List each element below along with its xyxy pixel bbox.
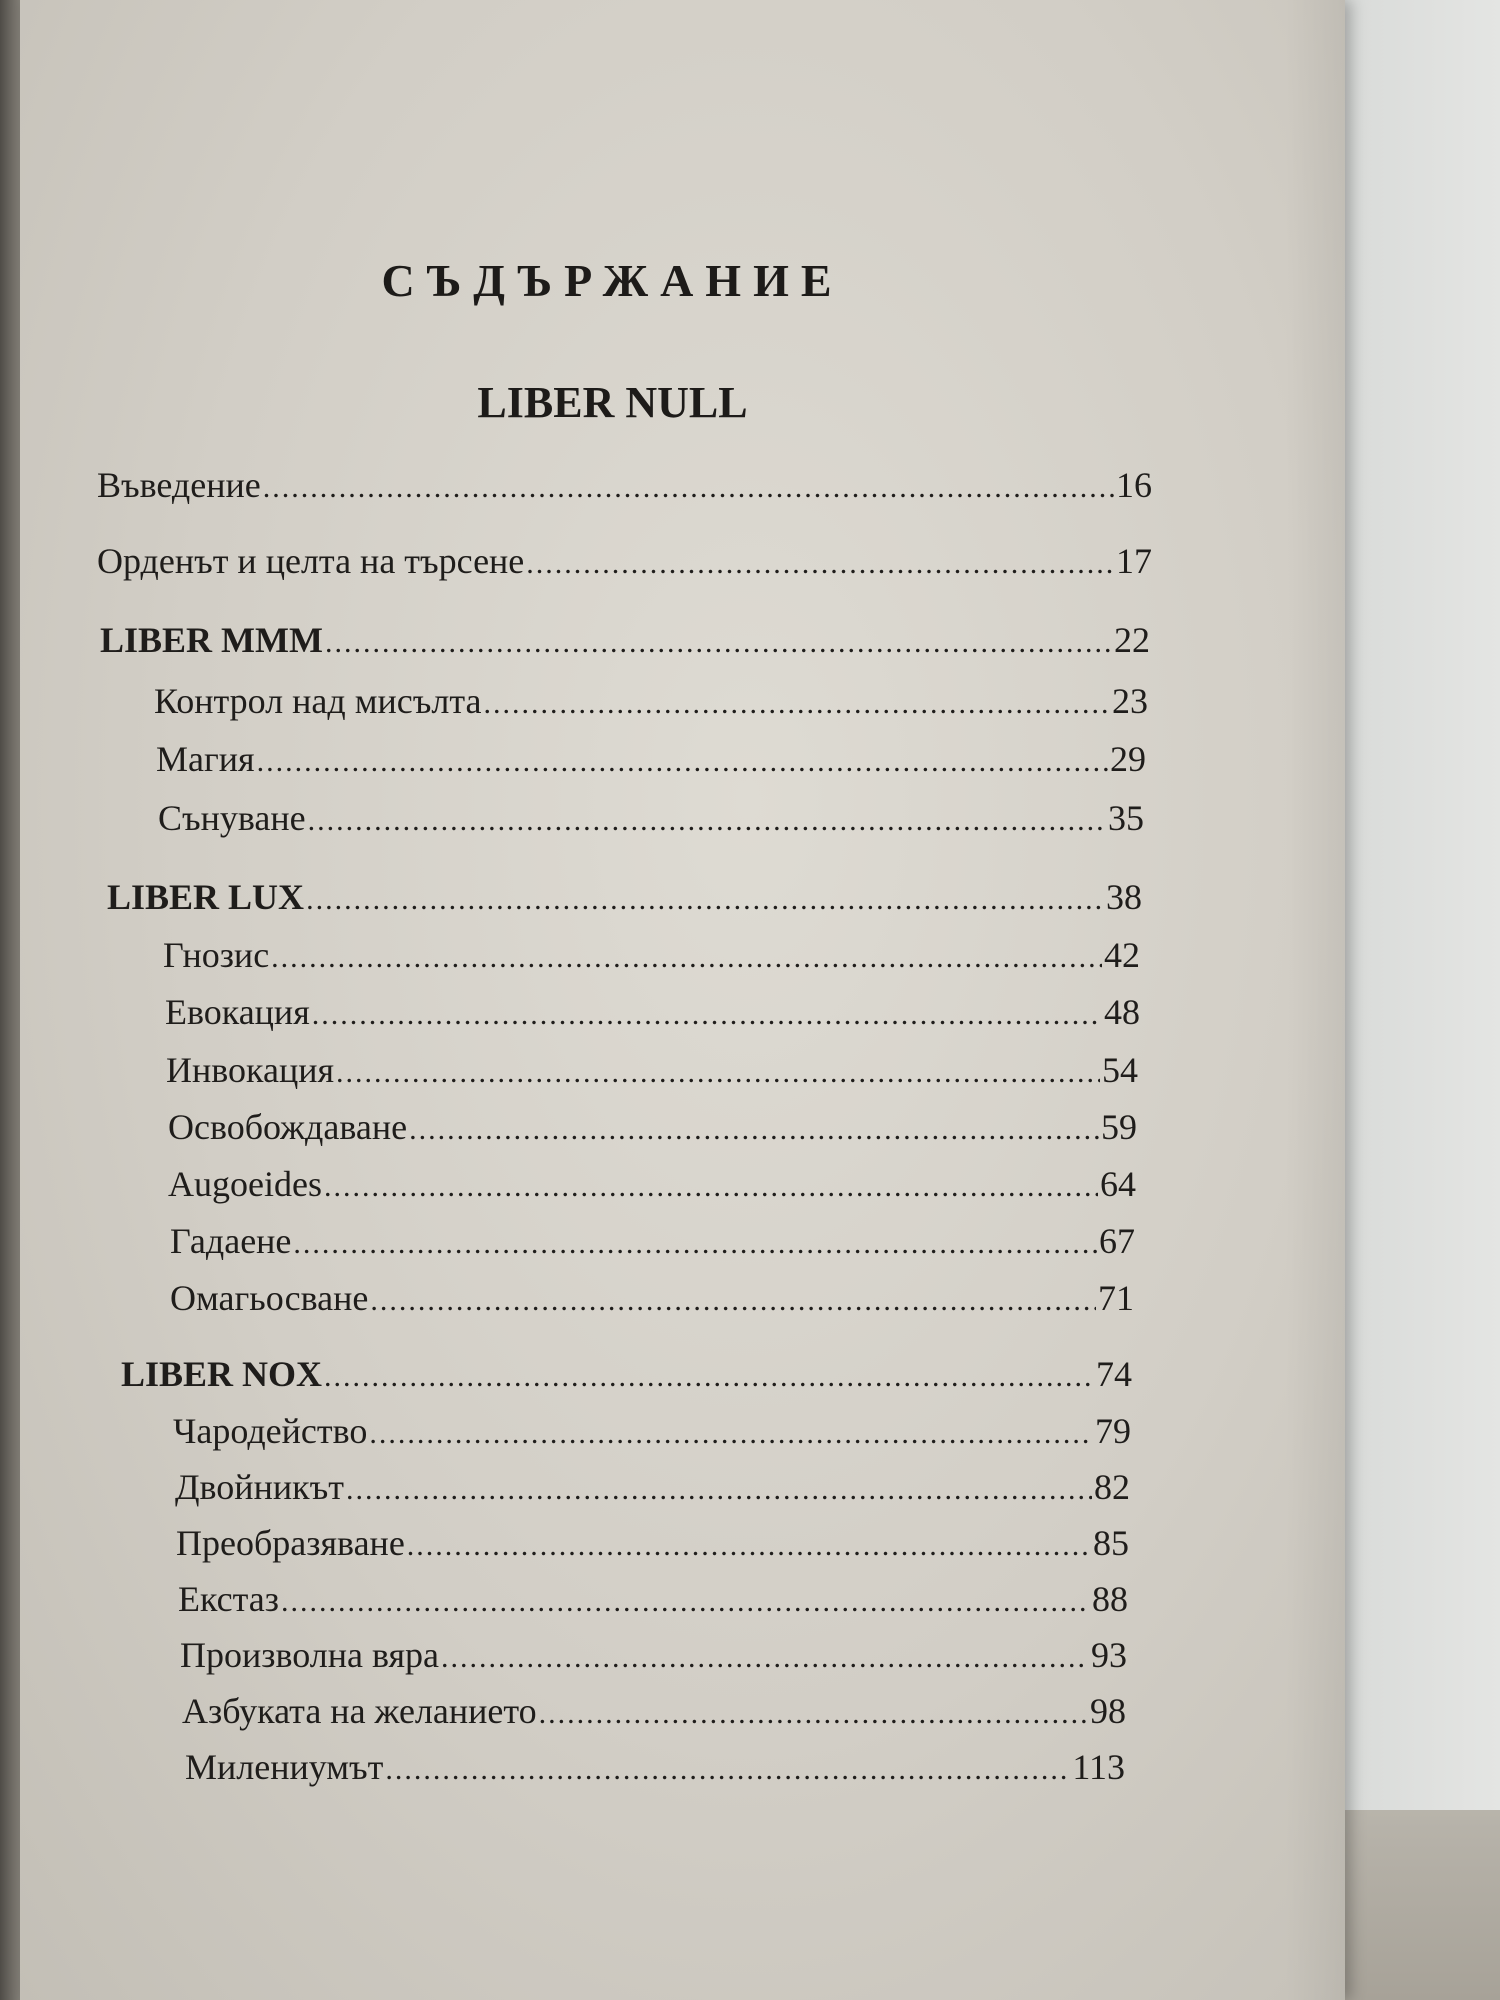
toc-dot-leader [483, 687, 1110, 721]
toc-entry [173, 1410, 1131, 1452]
toc-entry-title: Милениумът [185, 1747, 384, 1787]
toc-page-number: 48 [1104, 992, 1140, 1032]
toc-page-number: 29 [1110, 739, 1146, 779]
toc-entry [170, 1277, 1134, 1319]
toc-entry-title: Омагьосване [170, 1278, 369, 1318]
toc-dot-leader [281, 1585, 1090, 1619]
toc-page-number: 93 [1091, 1635, 1127, 1675]
toc-page-number: 98 [1090, 1691, 1126, 1731]
toc-section [121, 1353, 1132, 1395]
toc-entry [178, 1578, 1128, 1620]
toc-dot-leader [324, 1170, 1098, 1204]
toc-dot-leader [336, 1056, 1100, 1090]
toc-dot-leader [263, 471, 1114, 505]
toc-entry-title: LIBER MMM [100, 620, 323, 660]
toc-dot-leader [293, 1227, 1097, 1261]
toc-page-number: 79 [1095, 1411, 1131, 1451]
toc-page-number: 35 [1108, 798, 1144, 838]
toc-entry-title: Augoeides [168, 1164, 322, 1204]
toc-entry [182, 1690, 1126, 1732]
toc-page-number: 71 [1098, 1278, 1134, 1318]
toc-entry [175, 1466, 1130, 1508]
toc-dot-leader [271, 941, 1102, 975]
toc-page-number: 64 [1100, 1164, 1136, 1204]
toc-page-number: 17 [1116, 541, 1152, 581]
toc-entry-title: Произволна вяра [180, 1635, 440, 1675]
toc-page-number: 16 [1116, 465, 1152, 505]
page-title: СЪДЪРЖАНИЕ [381, 255, 844, 306]
toc-dot-leader [539, 1697, 1088, 1731]
toc-entry [170, 1220, 1135, 1262]
toc-dot-leader [257, 745, 1108, 779]
toc-dot-leader [306, 883, 1104, 917]
toc-dot-leader [441, 1641, 1089, 1675]
toc-entry [166, 1049, 1138, 1091]
toc-entry [154, 680, 1148, 722]
toc-entry-title: Гнозис [163, 935, 270, 975]
toc-page-number: 74 [1096, 1354, 1132, 1394]
toc-entry-title: Двойникът [175, 1467, 344, 1507]
toc-entry-title: Сънуване [158, 798, 306, 838]
toc-page-number: 59 [1101, 1107, 1137, 1147]
toc-page-number: 67 [1099, 1221, 1135, 1261]
toc-entry [168, 1106, 1137, 1148]
toc-entry-title: Въведение [97, 465, 261, 505]
toc-entry [97, 464, 1152, 506]
toc-entry-title: Евокация [165, 992, 310, 1032]
toc-entry-title: Освобождаване [168, 1107, 408, 1147]
toc-page-number: 23 [1112, 681, 1148, 721]
toc-page-number: 54 [1102, 1050, 1138, 1090]
toc-entry-title: Екстаз [178, 1579, 279, 1619]
toc-page-number: 22 [1114, 620, 1150, 660]
part-title: LIBER NULL [477, 378, 748, 427]
toc-entry [97, 540, 1152, 582]
toc-entry [180, 1634, 1127, 1676]
toc-section [100, 619, 1150, 661]
toc-page-number: 42 [1104, 935, 1140, 975]
toc-entry-title: Контрол над мисълта [154, 681, 482, 721]
toc-entry [165, 991, 1140, 1033]
toc-entry [185, 1746, 1125, 1788]
toc-dot-leader [346, 1473, 1092, 1507]
toc-dot-leader [385, 1753, 1070, 1787]
toc-dot-leader [369, 1417, 1093, 1451]
toc-entry [156, 738, 1146, 780]
toc-entry-title: Азбуката на желанието [182, 1691, 537, 1731]
toc-dot-leader [312, 998, 1102, 1032]
toc-page-number: 88 [1092, 1579, 1128, 1619]
toc-entry-title: Орденът и целта на търсене [97, 541, 525, 581]
toc-dot-leader [409, 1113, 1099, 1147]
toc-section [107, 876, 1142, 918]
toc-entry-title: Гадаене [170, 1221, 292, 1261]
toc-dot-leader [308, 804, 1106, 838]
toc-page-number: 113 [1072, 1747, 1125, 1787]
toc-entry-title: Инвокация [166, 1050, 335, 1090]
toc-dot-leader [325, 626, 1112, 660]
toc-entry-title: Преобразяване [176, 1523, 405, 1563]
toc-page-number: 38 [1106, 877, 1142, 917]
toc-dot-leader [370, 1284, 1096, 1318]
toc-entry-title: Магия [156, 739, 255, 779]
toc-entry [158, 797, 1144, 839]
toc-entry-title: LIBER NOX [121, 1354, 323, 1394]
toc-entry [176, 1522, 1129, 1564]
toc-entry [163, 934, 1140, 976]
toc-dot-leader [324, 1360, 1094, 1394]
toc-dot-leader [407, 1529, 1091, 1563]
toc-page-number: 82 [1094, 1467, 1130, 1507]
toc-entry [168, 1163, 1136, 1205]
toc-dot-leader [526, 547, 1114, 581]
toc-entry-title: Чародейство [173, 1411, 368, 1451]
toc-page-number: 85 [1093, 1523, 1129, 1563]
toc-entry-title: LIBER LUX [107, 877, 305, 917]
